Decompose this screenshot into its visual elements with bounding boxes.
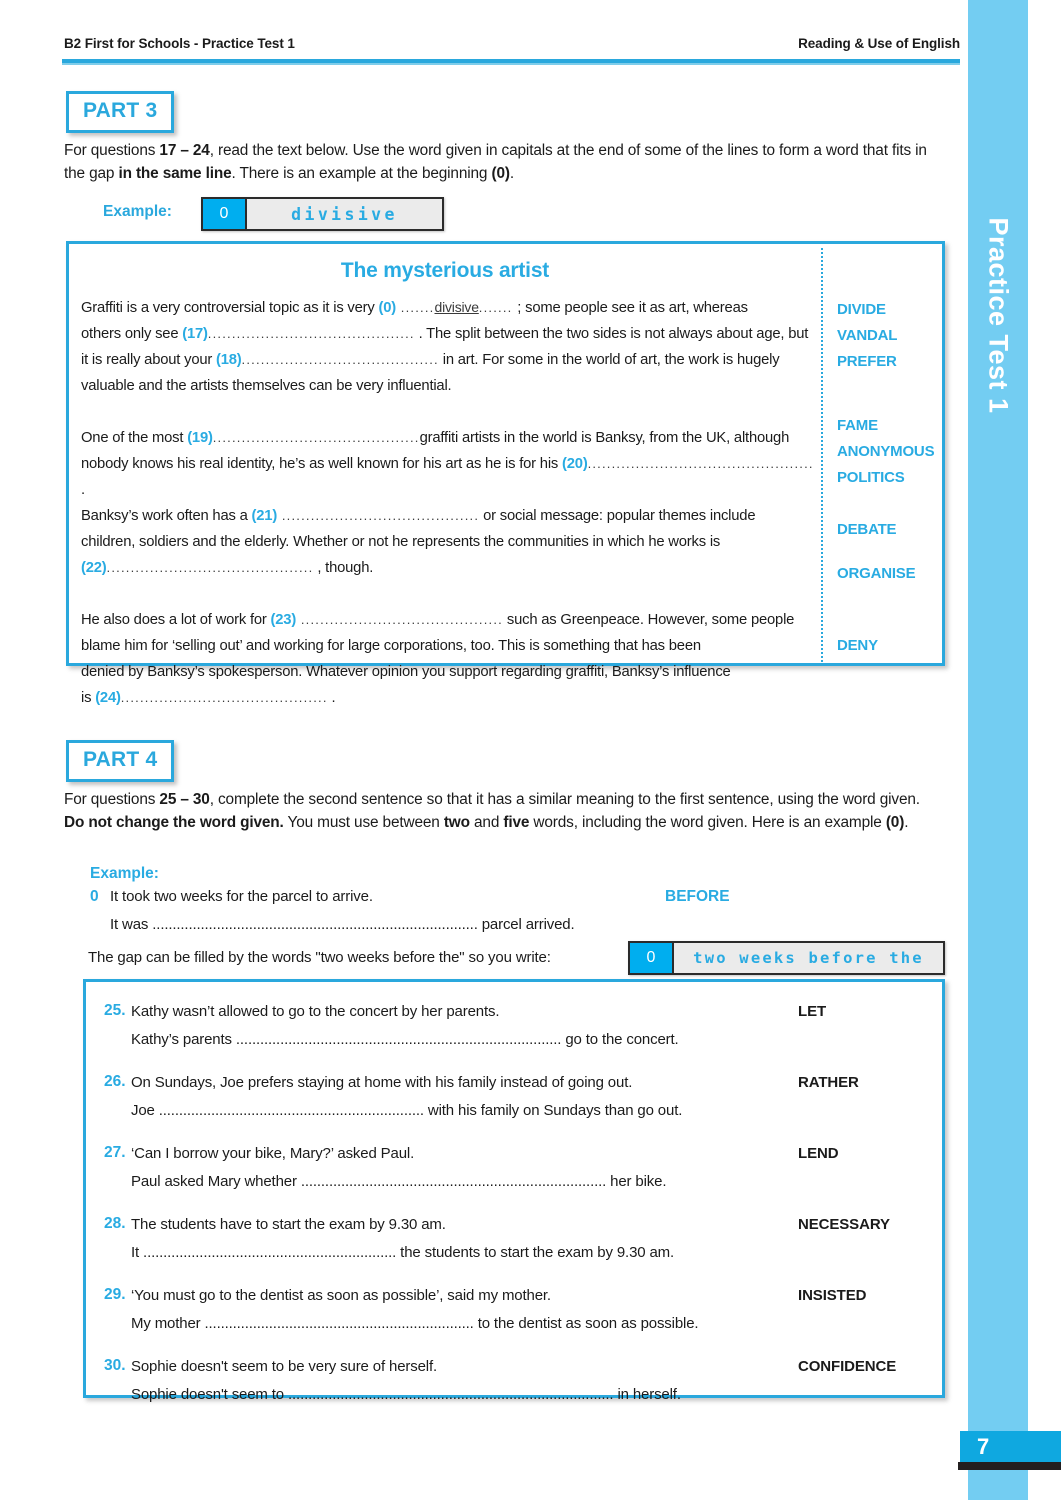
part3-text-run: He also does a lot of work for — [81, 612, 271, 628]
part3-instr-l1a: For questions — [64, 142, 160, 159]
part4-instr-l2f: five — [503, 813, 530, 831]
part3-instr-l2c: . There is an example at the beginning — [231, 164, 492, 182]
part4-example-answer-box — [628, 941, 945, 975]
part4-instr-l2e: and — [469, 813, 504, 831]
part4-question-keyword: CONFIDENCE — [798, 1358, 897, 1375]
part-4-badge: PART 4 — [66, 740, 174, 782]
part4-question-number: 30. — [104, 1357, 126, 1374]
part3-answer-line: ......................................... — [241, 352, 439, 367]
part3-paragraph — [81, 425, 817, 581]
page-number-badge: 7 — [960, 1431, 1061, 1462]
part3-gap-number: (19) — [187, 430, 213, 446]
header-title-left: B2 First for Schools - Practice Test 1 — [64, 36, 295, 51]
part-3-text-box — [66, 241, 945, 706]
part3-keyword: POLITICS — [837, 469, 905, 486]
part3-keyword: DIVIDE — [837, 301, 886, 318]
part3-answer-line: ....... — [395, 300, 435, 315]
part4-example-label: Example: — [90, 865, 159, 882]
part3-text-line — [81, 425, 817, 451]
part3-text-run: it is really about your — [81, 352, 217, 368]
header-divider-rule — [62, 59, 960, 63]
part4-question-range: 25 – 30 — [159, 791, 210, 808]
part3-text-run: One of the most — [81, 430, 188, 446]
part3-paragraph — [81, 607, 817, 711]
part4-instr-l2g: words, including — [529, 813, 642, 831]
part3-gap-number: (0) — [378, 300, 396, 316]
part3-keyword: ANONYMOUS — [837, 443, 935, 460]
part-3-badge: PART 3 — [66, 91, 174, 133]
part4-instr-l2b: Do not change the word given. — [64, 813, 284, 831]
part3-text-run: children, soldiers and the elderly. Whether or not he represents the communities in which he works is — [81, 534, 721, 550]
part4-question-answer-line[interactable]: My mother ................................................................... to the dentist as soon as possible. — [131, 1315, 699, 1332]
part3-example-answer-box — [201, 197, 444, 231]
part3-text-line — [81, 321, 817, 347]
part3-answer-line: ........................................... — [207, 326, 415, 341]
part3-keyword: VANDAL — [837, 327, 898, 344]
part3-example-label: Example: — [103, 203, 172, 220]
part4-question-answer-line[interactable]: Joe .................................................................. with his family on Sundays than go out. — [131, 1102, 683, 1119]
part3-text-line — [81, 294, 817, 321]
page-number-underbar — [958, 1462, 1061, 1470]
part3-gap-number: (24) — [95, 690, 121, 706]
part4-question-answer-line[interactable]: Sophie doesn't seem to ................................................................................. in herself. — [131, 1386, 681, 1403]
part4-question-answer-line[interactable]: It ............................................................... the students to start the exam by 9.30 am. — [131, 1244, 675, 1261]
part4-instr-l3b: (0) — [885, 813, 905, 831]
part3-text-run: valuable and the artists themselves can be very influential. — [81, 378, 452, 394]
part4-instr-l2d: two — [443, 813, 470, 831]
part3-text-run: in art. For some in the world of art, the work is hugely — [438, 352, 780, 368]
part4-question-number: 27. — [104, 1144, 126, 1161]
part4-question-sentence-1: Kathy wasn’t allowed to go to the concert by her parents. — [131, 1003, 500, 1020]
part3-text-run: ; some people see it as art, whereas — [517, 300, 748, 316]
part3-answer-line: .......................................... — [296, 612, 503, 627]
part3-text-line — [81, 607, 817, 633]
part-4-instructions — [64, 789, 944, 835]
part3-keyword: DEBATE — [837, 521, 897, 538]
part4-instr-l1c: , complete the second sentence so that it has a similar meaning to the first sentence, — [209, 791, 774, 808]
part4-question-answer-line[interactable]: Paul asked Mary whether ............................................................................ her bike. — [131, 1173, 667, 1190]
part3-text-line — [81, 555, 817, 581]
part4-example-explanation: The gap can be filled by the words "two weeks before the" so you write: — [88, 949, 551, 966]
part3-gap-number: (21) — [251, 508, 278, 524]
part3-text-run: graffiti artists in the world is Banksy, from the UK, although — [419, 430, 790, 446]
part4-question-keyword: LET — [798, 1003, 827, 1020]
part3-text-line — [81, 373, 817, 399]
part4-instr-l1a: For questions — [64, 791, 160, 808]
part4-question-number: 26. — [104, 1073, 126, 1090]
part4-example-sentence-1: It took two weeks for the parcel to arrive. — [110, 888, 373, 905]
part3-gap-number: (20) — [562, 456, 588, 472]
part3-gap-number: (23) — [270, 612, 297, 628]
part3-text-run: others only see — [81, 326, 183, 342]
header-title-right: Reading & Use of English — [798, 36, 960, 51]
part-4-question-box — [83, 979, 945, 1403]
part3-text-run: . The split between the two sides is not always about age, but — [414, 326, 809, 342]
part3-text-line — [81, 451, 817, 503]
part3-instr-l2b: in the same line — [118, 164, 232, 182]
sidebar-label: Practice Test 1 — [983, 217, 1014, 414]
part4-question-keyword: INSISTED — [798, 1287, 867, 1304]
part4-question-number: 29. — [104, 1286, 126, 1303]
part4-question-number: 25. — [104, 1002, 126, 1019]
part3-text-run: . — [81, 482, 85, 498]
part3-answer-line: ......................................... — [277, 508, 480, 523]
part4-example-answer-value: two weeks before the — [693, 949, 924, 967]
part4-question-answer-line[interactable]: Kathy’s parents ................................................................................. go to the concert. — [131, 1031, 679, 1048]
part4-example-number: 0 — [90, 888, 99, 905]
part3-text-run: , though. — [313, 560, 374, 576]
part3-text-run: Graffiti is a very controversial topic as it is very — [81, 300, 379, 316]
part3-gap-number: (22) — [81, 560, 107, 576]
part4-example-sentence-2: It was ................................................................................. parcel arrived. — [110, 916, 575, 933]
part3-filled-answer: divisive — [434, 299, 479, 315]
part3-answer-line: ........................................... — [212, 430, 420, 445]
part3-instr-l2a: form a word that fits in the gap — [64, 142, 927, 182]
part3-text-line — [81, 503, 817, 529]
part3-gap-number: (17) — [182, 326, 208, 342]
part4-instr-l2c: You must use between — [283, 813, 444, 831]
part3-text-line — [81, 633, 817, 659]
part4-question-sentence-1: ‘You must go to the dentist as soon as possible’, said my mother. — [131, 1287, 551, 1304]
part3-text-line — [81, 529, 817, 555]
part3-text-run: denied by Banksy’s spokesperson. Whatever opinion you support regarding graffiti, Banksy’s influence — [81, 664, 731, 680]
part3-text-run: . — [327, 690, 336, 706]
part3-text-run: blame him for ‘selling out’ and working for large corporations, too. This is something that has been — [81, 638, 701, 654]
part4-example-keyword: BEFORE — [665, 888, 730, 905]
part3-question-range: 17 – 24 — [159, 142, 210, 159]
part3-text-line — [81, 685, 817, 711]
part3-paragraph — [81, 294, 817, 399]
part3-keyword: FAME — [837, 417, 878, 434]
part3-example-answer: divisive — [291, 204, 398, 224]
part3-gap-number: (18) — [216, 352, 242, 368]
part3-text-line — [81, 347, 817, 373]
part3-text-run: such as Greenpeace. However, some people — [502, 612, 795, 628]
part3-keyword: PREFER — [837, 353, 897, 370]
part3-answer-line: ....... — [478, 300, 518, 315]
part4-question-sentence-1: The students have to start the exam by 9.30 am. — [131, 1216, 446, 1233]
part4-question-keyword: LEND — [798, 1145, 839, 1162]
part3-answer-line: ........................................... — [120, 690, 328, 705]
part3-answer-line: ............................................... — [587, 456, 814, 471]
part4-question-keyword: NECESSARY — [798, 1216, 890, 1233]
part3-text-run: or social message: popular themes include — [479, 508, 756, 524]
part3-text-body — [81, 294, 817, 711]
part4-example-answer-number: 0 — [630, 943, 674, 973]
practice-test-sidebar — [968, 0, 1028, 1500]
part3-example-number: 0 — [203, 199, 247, 229]
part4-question-keyword: RATHER — [798, 1074, 859, 1091]
part3-text-run: is — [81, 690, 96, 706]
part4-question-sentence-1: ‘Can I borrow your bike, Mary?’ asked Paul. — [131, 1145, 415, 1162]
part3-text-run: nobody knows his real identity, he’s as well known for his art as he is for his — [81, 456, 563, 472]
part4-question-sentence-1: On Sundays, Joe prefers staying at home with his family instead of going out. — [131, 1074, 633, 1091]
part4-instr-l3c: . — [904, 813, 909, 831]
part3-text-line — [81, 659, 817, 685]
part3-instr-l1c: , read the text below. Use the word given in capitals at the end of some of the lines to — [209, 142, 775, 159]
part4-instr-l2a: using the word given. — [777, 791, 920, 808]
part3-keyword: DENY — [837, 637, 878, 654]
part3-text-title: The mysterious artist — [340, 259, 550, 282]
part4-question-sentence-1: Sophie doesn't seem to be very sure of herself. — [131, 1358, 437, 1375]
part3-instr-l2d: (0) — [491, 164, 510, 182]
part3-answer-line: ........................................... — [106, 560, 314, 575]
part3-instr-l2e: . — [509, 164, 514, 182]
part3-column-divider — [821, 248, 823, 662]
part-3-instructions — [64, 140, 944, 186]
part4-instr-l3a: the word given. Here is an example — [645, 813, 886, 831]
part3-text-run: Banksy’s work often has a — [81, 508, 252, 524]
part3-keyword: ORGANISE — [837, 565, 916, 582]
part4-question-number: 28. — [104, 1215, 126, 1232]
